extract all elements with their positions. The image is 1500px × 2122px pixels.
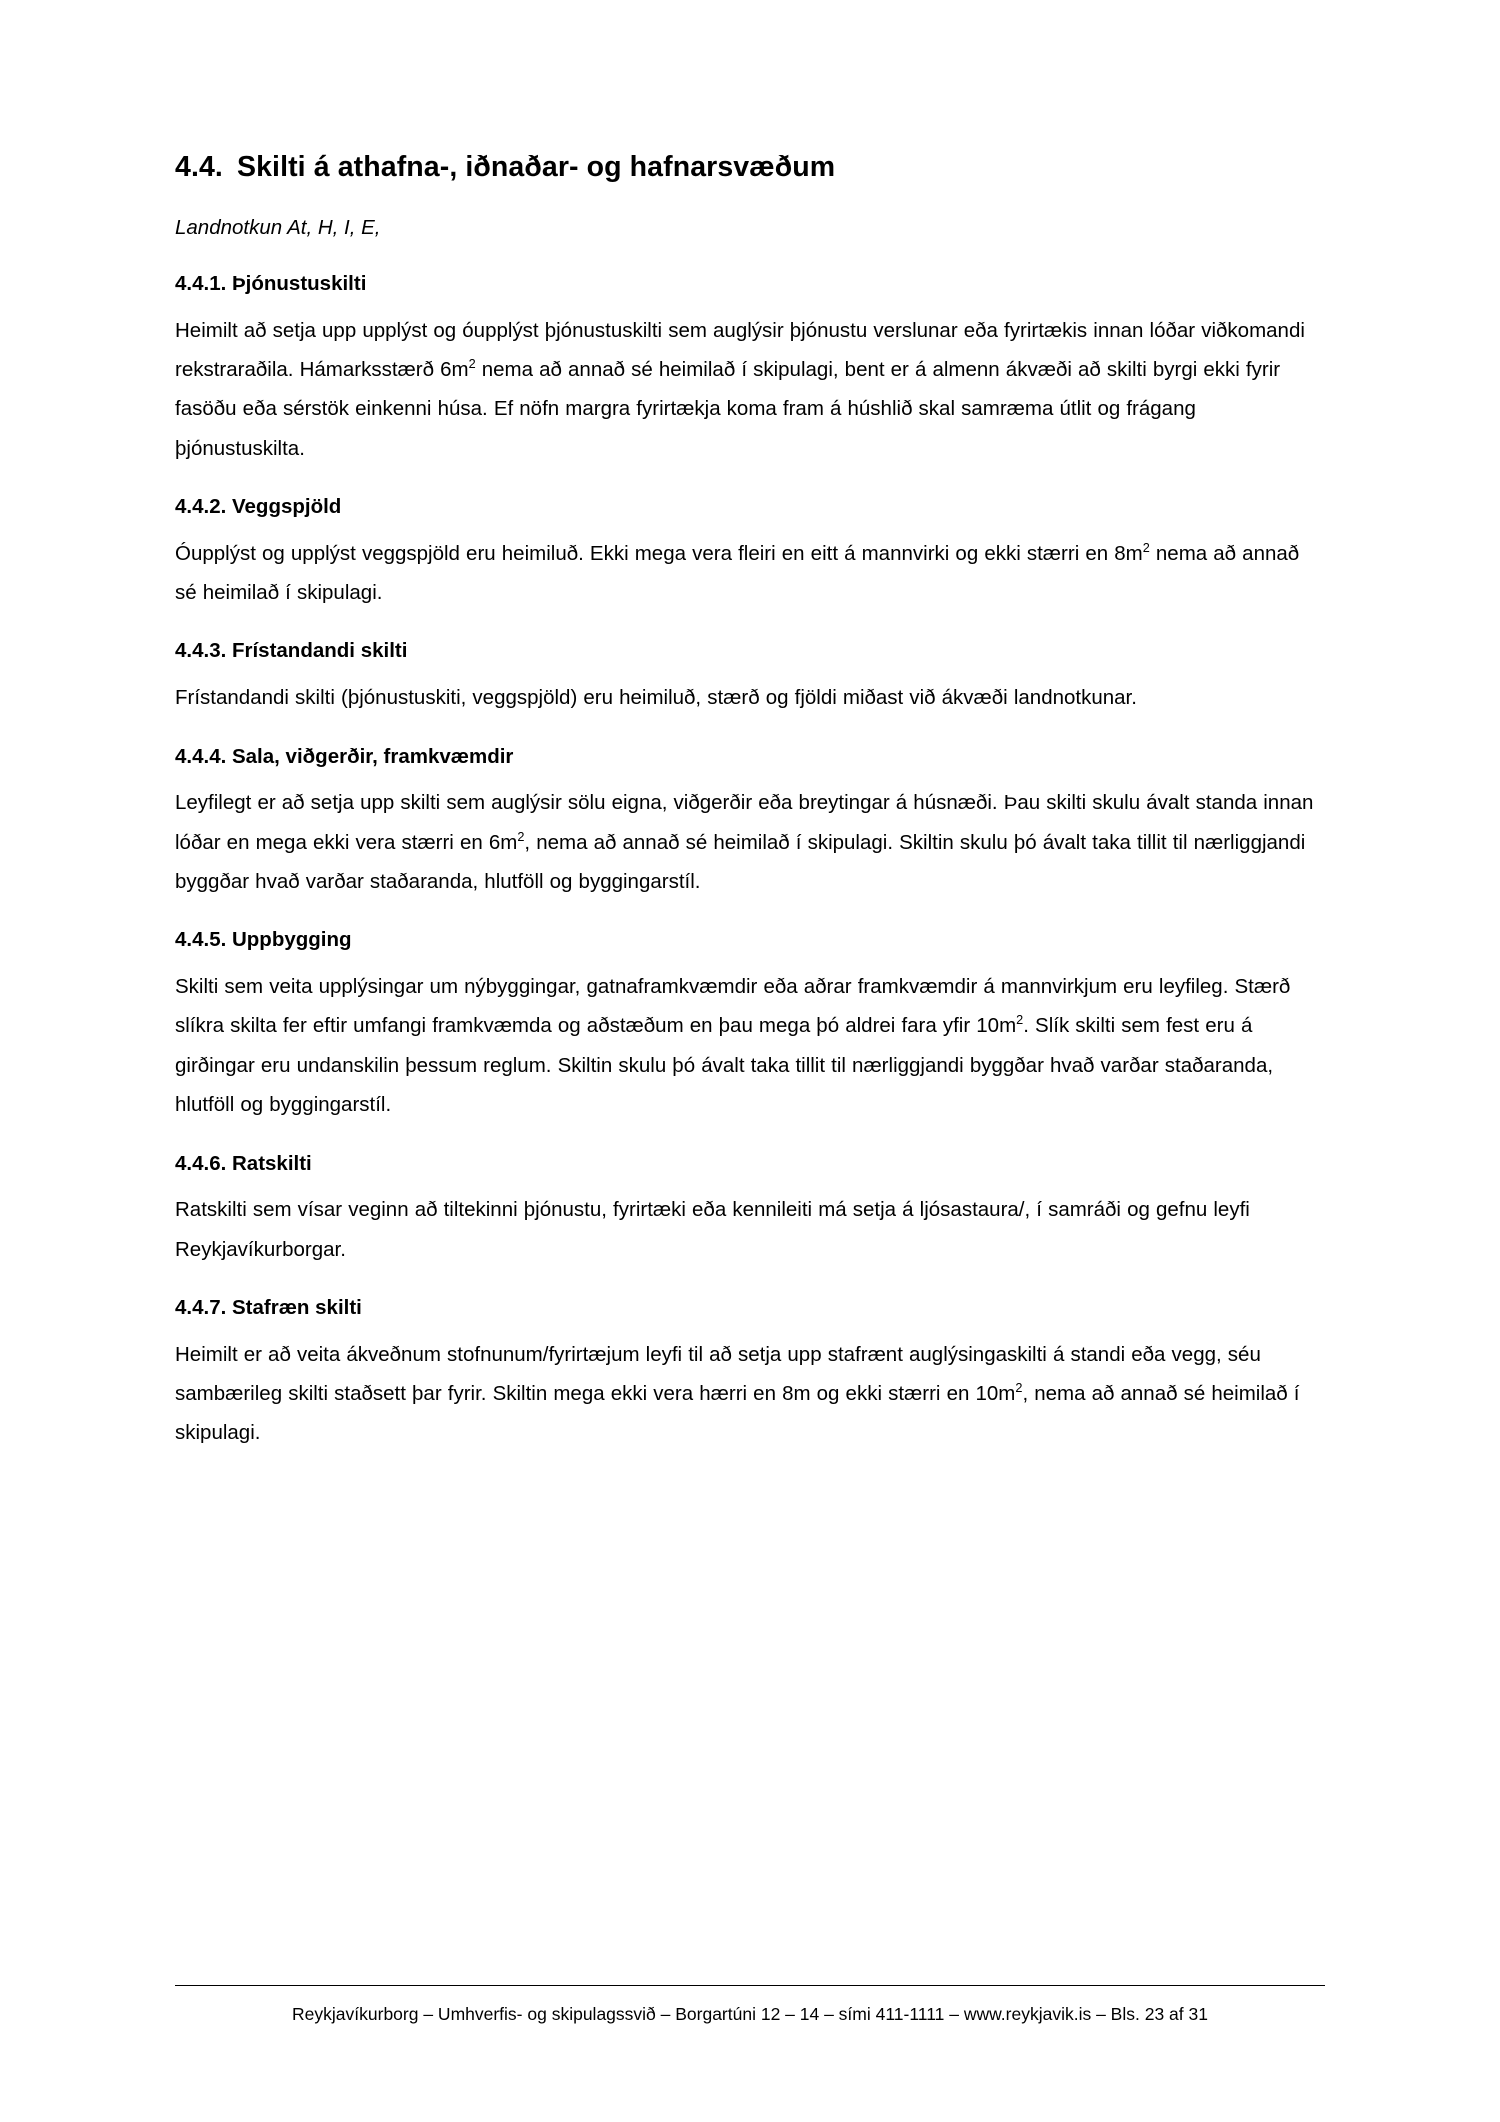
landnotkun-note: Landnotkun At, H, I, E, bbox=[175, 216, 381, 240]
subsection-paragraph-4: Leyfilegt er að setja upp skilti sem auglýsir sölu eigna, viðgerðir eða breytingar á húsnæði. Þau skilti skulu ávalt standa innan lóðar en mega ekki vera stærri en $6m^2$, nema að annað sé heimilað í skipulagi. Skiltin skulu þó ávalt taka tillit til nærliggjandi byggðar hvað varðar staðaranda, hlutföll og byggingarstíl. bbox=[175, 791, 1314, 893]
subsection-heading-6: 4.4.6. Ratskilti bbox=[175, 1151, 312, 1175]
subsection-heading-2: 4.4.2. Veggspjöld bbox=[175, 495, 342, 519]
section-title-text: Skilti á athafna-, iðnaðar- og hafnarsvæðum bbox=[237, 151, 836, 183]
subsection-paragraph-7: Heimilt er að veita ákveðnum stofnunum/fyrirtæjum leyfi til að setja upp stafrænt auglýsingaskilti á standi eða vegg, séu sambærileg skilti staðsett þar fyrir. Skiltin mega ekki vera hærri en 8m og ekki stærri en $10m^2$, nema að annað sé heimilað í skipulagi. bbox=[175, 1342, 1300, 1445]
subsection-paragraph-2: Óupplýst og upplýst veggspjöld eru heimiluð. Ekki mega vera fleiri en eitt á mannvirki og ekki stærri en $8m^2$ nema að annað sé heimilað í skipulagi. bbox=[175, 539, 1300, 605]
subsection-heading-7: 4.4.7. Stafræn skilti bbox=[175, 1295, 362, 1319]
subsection-heading-1: 4.4.1. Þjónustuskilti bbox=[175, 271, 367, 295]
subsection-paragraph-6: Ratskilti sem vísar veginn að tiltekinni þjónustu, fyrirtæki eða kennileiti má setja á ljósastaura/, í samráði og gefnu leyfi Reykjavíkurborgar. bbox=[175, 1198, 1250, 1261]
subsection-heading-3: 4.4.3. Frístandandi skilti bbox=[175, 639, 408, 663]
section-number: 4.4. bbox=[175, 151, 223, 183]
footer-divider bbox=[175, 1985, 1325, 1986]
subsection-heading-4: 4.4.4. Sala, viðgerðir, framkvæmdir bbox=[175, 744, 514, 768]
subsection-paragraph-1: Heimilt að setja upp upplýst og óupplýst þjónustuskilti sem auglýsir þjónustu verslunar eða fyrirtækis innan lóðar viðkomandi rekstraraðila. Hámarksstærð $6m^2$ nema að annað sé heimilað í skipulagi, bent er á almenn ákvæði að skilti byrgi ekki fyrir fasöðu eða sérstök einkenni húsa. Ef nöfn margra fyrirtækja koma fram á húshlið skal samræma útlit og frágang þjónustuskilta. bbox=[175, 318, 1305, 460]
subsection-paragraph-5: Skilti sem veita upplýsingar um nýbyggingar, gatnaframkvæmdir eða aðrar framkvæmdir á mannvirkjum eru leyfileg. Stærð slíkra skilta fer eftir umfangi framkvæmda og aðstæðum en þau mega þó aldrei fara yfir $10m^2$. Slík skilti sem fest eru á girðingar eru undanskilin þessum reglum. Skiltin skulu þó ávalt taka tillit til nærliggjandi byggðar hvað varðar staðaranda, hlutföll og byggingarstíl. bbox=[175, 975, 1291, 1117]
page-title bbox=[175, 150, 1325, 184]
footer-text: Reykjavíkurborg – Umhverfis- og skipulagssvið – Borgartúni 12 – 14 – sími 411-1111 – www.reykjavik.is – Bls. 23 af 31 bbox=[292, 2003, 1208, 2024]
subsection-heading-5: 4.4.5. Uppbygging bbox=[175, 928, 352, 952]
subsection-paragraph-3: Frístandandi skilti (þjónustuskiti, veggspjöld) eru heimiluð, stærð og fjöldi miðast við ákvæði landnotkunar. bbox=[175, 686, 1137, 710]
document-content bbox=[175, 150, 1325, 1453]
page-footer bbox=[175, 1985, 1325, 2027]
